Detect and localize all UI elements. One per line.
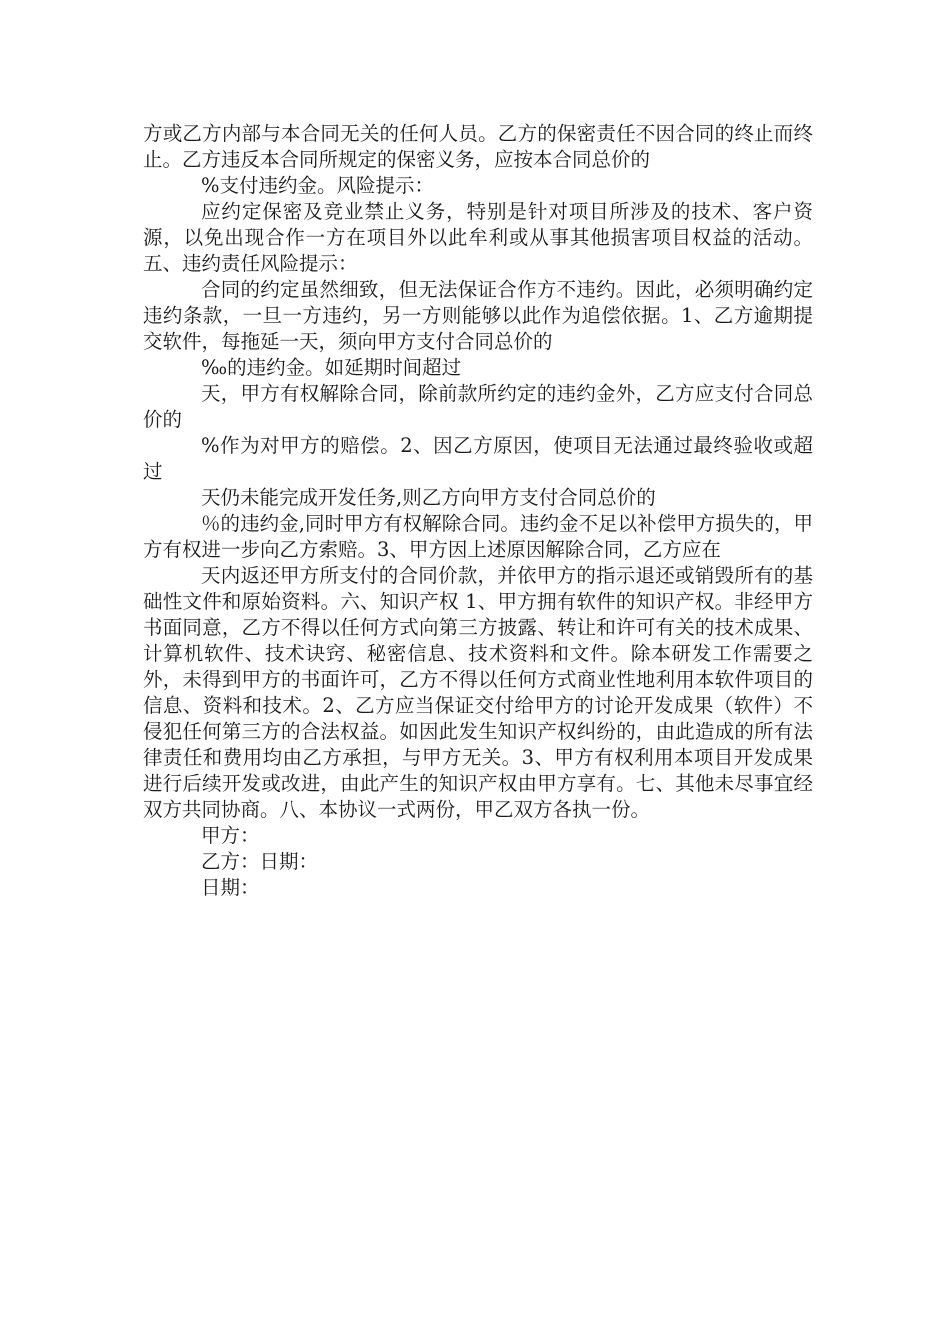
paragraph-breach-liability: 合同的约定虽然细致，但无法保证合作方不违约。因此，必须明确约定违约条款，一旦一方违约，另一方则能够以此作为追偿依据。1、乙方逾期提交软件，每拖延一天，须向甲方支付合同总价的 — [143, 278, 813, 353]
signature-party-a: 甲方： — [201, 824, 260, 847]
paragraph-risk-confidentiality: 应约定保密及竞业禁止义务，特别是针对项目所涉及的技术、客户资源，以免出现合作一方在项目外以此牟利或从事其他损害项目权益的活动。五、违约责任风险提示： — [143, 200, 813, 275]
paragraph-unfinished-task: 天仍未能完成开发任务,则乙方向甲方支付合同总价的 — [201, 486, 656, 509]
paragraph-penalty-percent: %支付违约金。风险提示： — [201, 174, 435, 197]
paragraph-compensation: %作为对甲方的赔偿。2、因乙方原因，使项目无法通过最终验收或超过 — [143, 434, 813, 483]
signature-date: 日期： — [201, 876, 260, 899]
paragraph-intellectual-property: 天内返还甲方所支付的合同价款，并依甲方的指示退还或销毁所有的基础性文件和原始资料。六、知识产权 1、甲方拥有软件的知识产权。非经甲方书面同意，乙方不得以任何方式向第三方披露、转让和许可有关的技术成果、计算机软件、技术诀窍、秘密信息、技术资料和文件。除本研发工作需要之外，未得到甲方的书面许可，乙方不得以任何方式商业性地利用本软件项目的信息、资料和技术。2、乙方应当保证交付给甲方的讨论开发成果（软件）不侵犯任何第三方的合法权益。如因此发生知识产权纠纷的，由此造成的所有法律责任和费用均由乙方承担，与甲方无关。3、甲方有权利用本项目开发成果进行后续开发或改进，由此产生的知识产权由甲方享有。七、其他未尽事宜经双方共同协商。八、本协议一式两份，甲乙双方各执一份。 — [143, 564, 813, 821]
paragraph-confidentiality: 方或乙方内部与本合同无关的任何人员。乙方的保密责任不因合同的终止而终止。乙方违反本合同所规定的保密义务，应按本合同总价的 — [143, 122, 813, 171]
paragraph-permille-penalty: ‰的违约金。如延期时间超过 — [201, 356, 462, 379]
paragraph-termination-right: 天，甲方有权解除合同，除前款所约定的违约金外，乙方应支付合同总价的 — [143, 382, 813, 431]
signature-party-b-date: 乙方：日期： — [201, 850, 319, 873]
paragraph-penalty-insufficient: ％的违约金,同时甲方有权解除合同。违约金不足以补偿甲方损失的，甲方有权进一步向乙方索赔。3、甲方因上述原因解除合同，乙方应在 — [143, 512, 813, 561]
document-page — [143, 121, 813, 901]
